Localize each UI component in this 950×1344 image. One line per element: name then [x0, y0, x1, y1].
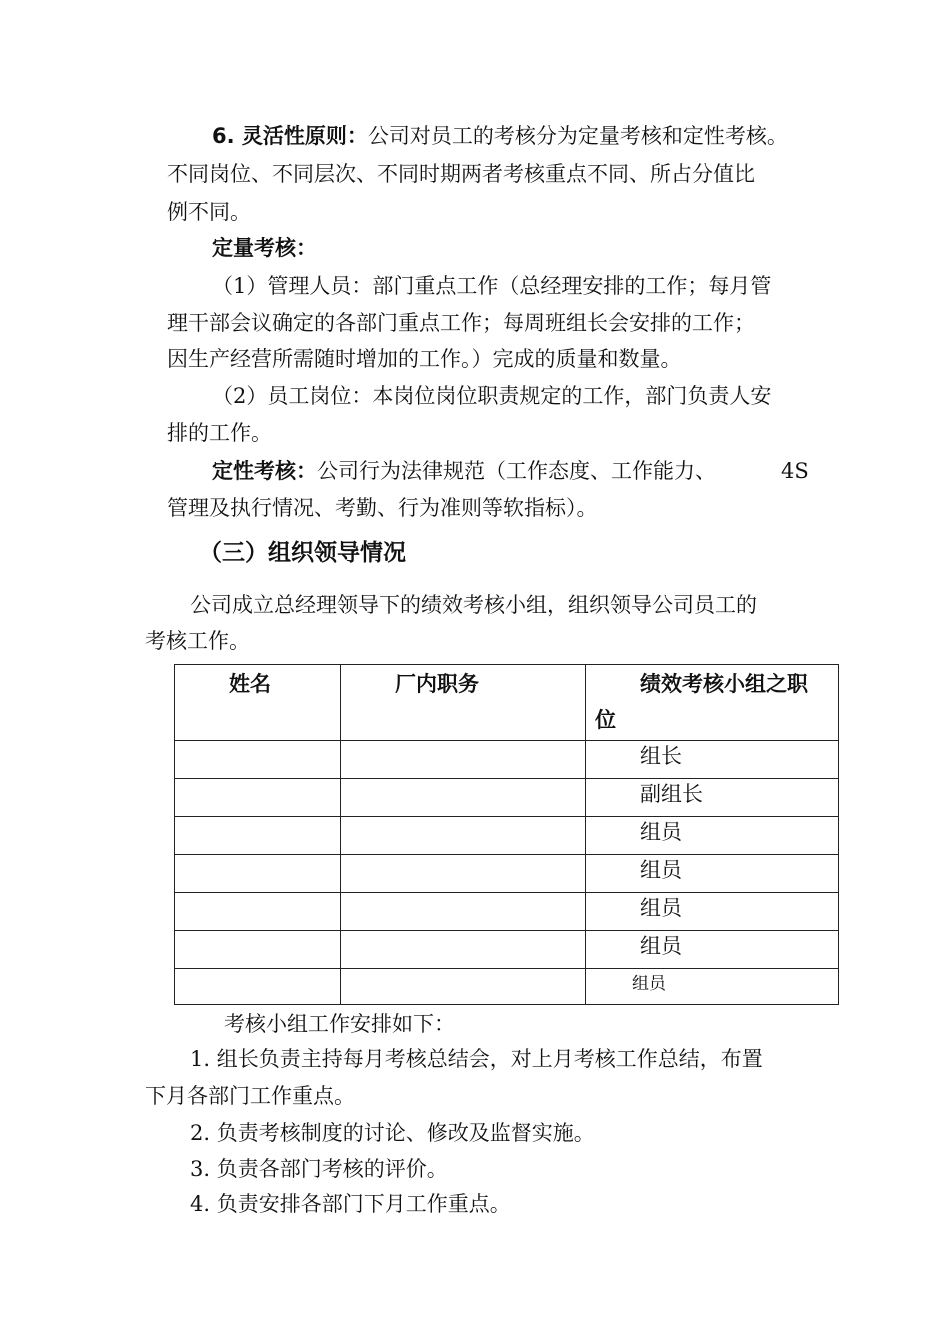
role-cell: 组员 [586, 817, 839, 855]
table-row [175, 817, 839, 855]
role-cell: 组员 [586, 893, 839, 931]
quant-item1-line2: 理干部会议确定的各部门重点工作；每周班组长会安排的工作； [167, 311, 755, 335]
arrangement-item3: 3. 负责各部门考核的评价。 [190, 1157, 448, 1181]
position-cell [341, 969, 586, 1005]
quant-item1-line1: （1）管理人员：部门重点工作（总经理安排的工作；每月管 [212, 274, 772, 298]
position-cell [341, 779, 586, 817]
role-cell: 组员 [586, 931, 839, 969]
arrangement-item2: 2. 负责考核制度的讨论、修改及监督实施。 [190, 1121, 595, 1145]
role-cell: 副组长 [586, 779, 839, 817]
position-cell [341, 817, 586, 855]
position-cell [341, 741, 586, 779]
table-row [175, 855, 839, 893]
quant-item1-line3: 因生产经营所需随时增加的工作。）完成的质量和数量。 [167, 347, 682, 371]
arrangement-item4: 4. 负责安排各部门下月工作重点。 [190, 1192, 511, 1216]
principle-6-text: 公司对员工的考核分为定量考核和定性考核。 [367, 124, 788, 148]
role-cell: 组员 [586, 969, 839, 1005]
table-header-row [175, 665, 839, 741]
header-cell-name: 姓名 [175, 665, 341, 741]
principle-6-line2: 不同岗位、不同层次、不同时期两者考核重点不同、所占分值比 [167, 162, 755, 186]
name-cell [175, 779, 341, 817]
qual-line2: 管理及执行情况、考勤、行为准则等软指标）。 [167, 496, 598, 520]
position-cell [341, 855, 586, 893]
principle-6-label: 6. 灵活性原则： [212, 124, 368, 148]
name-cell [175, 855, 341, 893]
role-cell: 组员 [586, 855, 839, 893]
quant-title: 定量考核： [212, 236, 317, 260]
arrangement-item1-line2: 下月各部门工作重点。 [145, 1084, 355, 1108]
committee-table [174, 664, 839, 1005]
name-cell [175, 741, 341, 779]
section3-intro-line1: 公司成立总经理领导下的绩效考核小组，组织领导公司员工的 [190, 593, 757, 617]
qual-line1 [212, 459, 716, 483]
table-row [175, 893, 839, 931]
principle-6-line3: 例不同。 [167, 200, 251, 224]
qual-line1-tail: 4S [781, 459, 809, 483]
section3-intro-line2: 考核工作。 [145, 629, 250, 653]
role-cell: 组长 [586, 741, 839, 779]
name-cell [175, 931, 341, 969]
table-row [175, 931, 839, 969]
principle-6-line1 [212, 124, 788, 148]
position-cell [341, 893, 586, 931]
name-cell [175, 817, 341, 855]
table-row [175, 779, 839, 817]
section3-heading: （三）组织领导情况 [199, 540, 406, 566]
position-cell [341, 931, 586, 969]
name-cell [175, 969, 341, 1005]
quant-item2-line2: 排的工作。 [167, 421, 272, 445]
table-row [175, 741, 839, 779]
quant-item2-line1: （2）员工岗位：本岗位岗位职责规定的工作，部门负责人安 [212, 384, 772, 408]
arrangement-intro: 考核小组工作安排如下： [224, 1012, 455, 1036]
arrangement-item1-line1: 1. 组长负责主持每月考核总结会，对上月考核工作总结，布置 [190, 1047, 763, 1071]
qual-text: 公司行为法律规范（工作态度、工作能力、 [317, 459, 716, 483]
qual-label: 定性考核： [212, 459, 317, 483]
table-row [175, 969, 839, 1005]
header-cell-role: 绩效考核小组之职 位 [586, 665, 839, 741]
name-cell [175, 893, 341, 931]
header-cell-position: 厂内职务 [341, 665, 586, 741]
